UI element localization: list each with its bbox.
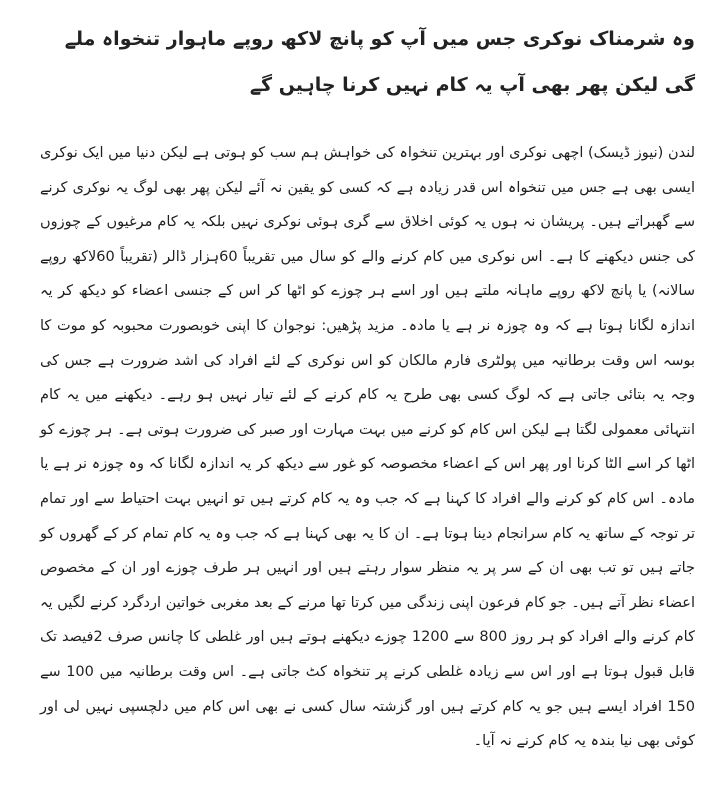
article <box>40 0 695 759</box>
article-body: لندن (نیوز ڈیسک) اچھی نوکری اور بہترین تنخواہ کی خواہش ہم سب کو ہوتی ہے لیکن دنیا میں ایک نوکری ایسی بھی ہے جس میں تنخواہ اس قدر زیادہ ہے کہ کسی کو یقین نہ آئے لیکن پھر بھی لوگ یہ نوکری کرنے سے گھبراتے ہیں۔ پریشان نہ ہوں یہ کوئی اخلاق سے گری ہوئی نوکری نہیں بلکہ یہ کام مرغیوں کے چوزوں کی جنس دیکھنے کا ہے۔ اس نوکری میں کام کرنے والے کو سال میں تقریباً 60ہزار ڈالر (تقریباً 60لاکھ روپے سالانہ) یا پانچ لاکھ روپے ماہانہ ملتے ہیں اور اسے ہر چوزے کو اٹھا کر اس کے جنسی اعضاء کو دیکھ کر یہ اندازہ لگانا ہوتا ہے کہ وہ چوزہ نر ہے یا مادہ۔ مزید پڑھیں: نوجوان کا اپنی خوبصورت محبوبہ کو موت کا بوسہ اس وقت برطانیہ میں پولٹری فارم مالکان کو اس نوکری کے لئے افراد کی اشد ضرورت ہے جس کی وجہ یہ بتائی جاتی ہے کہ لوگ کسی بھی طرح یہ کام کرنے کے لئے تیار نہیں ہو رہے۔ دیکھنے میں یہ کام انتہائی معمولی لگتا ہے لیکن اس کام کو کرنے میں بہت مہارت اور صبر کی ضرورت ہوتی ہے۔ ہر چوزے کو اٹھا کر اسے الٹا کرنا اور پھر اس کے اعضاء مخصوصہ کو غور سے دیکھ کر یہ اندازہ لگانا کہ وہ چوزہ نر ہے یا مادہ۔ اس کام کو کرنے والے افراد کا کہنا ہے کہ جب وہ یہ کام کرتے ہیں تو انہیں بہت احتیاط سے اور تمام تر توجہ کے ساتھ یہ کام سرانجام دینا ہوتا ہے۔ ان کا یہ بھی کہنا ہے کہ جب وہ یہ کام تمام کر کے گھروں کو جاتے ہیں تو تب بھی ان کے سر پر یہ منظر سوار رہتے ہیں اور انہیں ہر طرف چوزے اور ان کے مخصوص اعضاء نظر آتے ہیں۔ جو کام فرعون اپنی زندگی میں کرتا تھا مرنے کے بعد مغربی خواتین اردگرد کرنے لگیں یہ کام کرنے والے افراد کو ہر روز 800 سے 1200 چوزے دیکھنے ہوتے ہیں اور غلطی کا چانس صرف 2فیصد تک قابل قبول ہوتا ہے اور اس سے زیادہ غلطی کرنے پر تنخواہ کٹ جاتی ہے۔ اس وقت برطانیہ میں 100 سے 150 افراد ایسے ہیں جو یہ کام کرتے ہیں اور گزشتہ سال کسی نے بھی اس کام میں دلچسپی نہیں لی اور کوئی بھی نیا بندہ یہ کام کرنے نہ آیا۔ <box>40 145 696 750</box>
article-headline: وہ شرمناک نوکری جس میں آپ کو پانچ لاکھ روپے ماہوار تنخواہ ملے گی لیکن پھر بھی آپ یہ کام نہیں کرنا چاہیں گے <box>64 28 695 96</box>
